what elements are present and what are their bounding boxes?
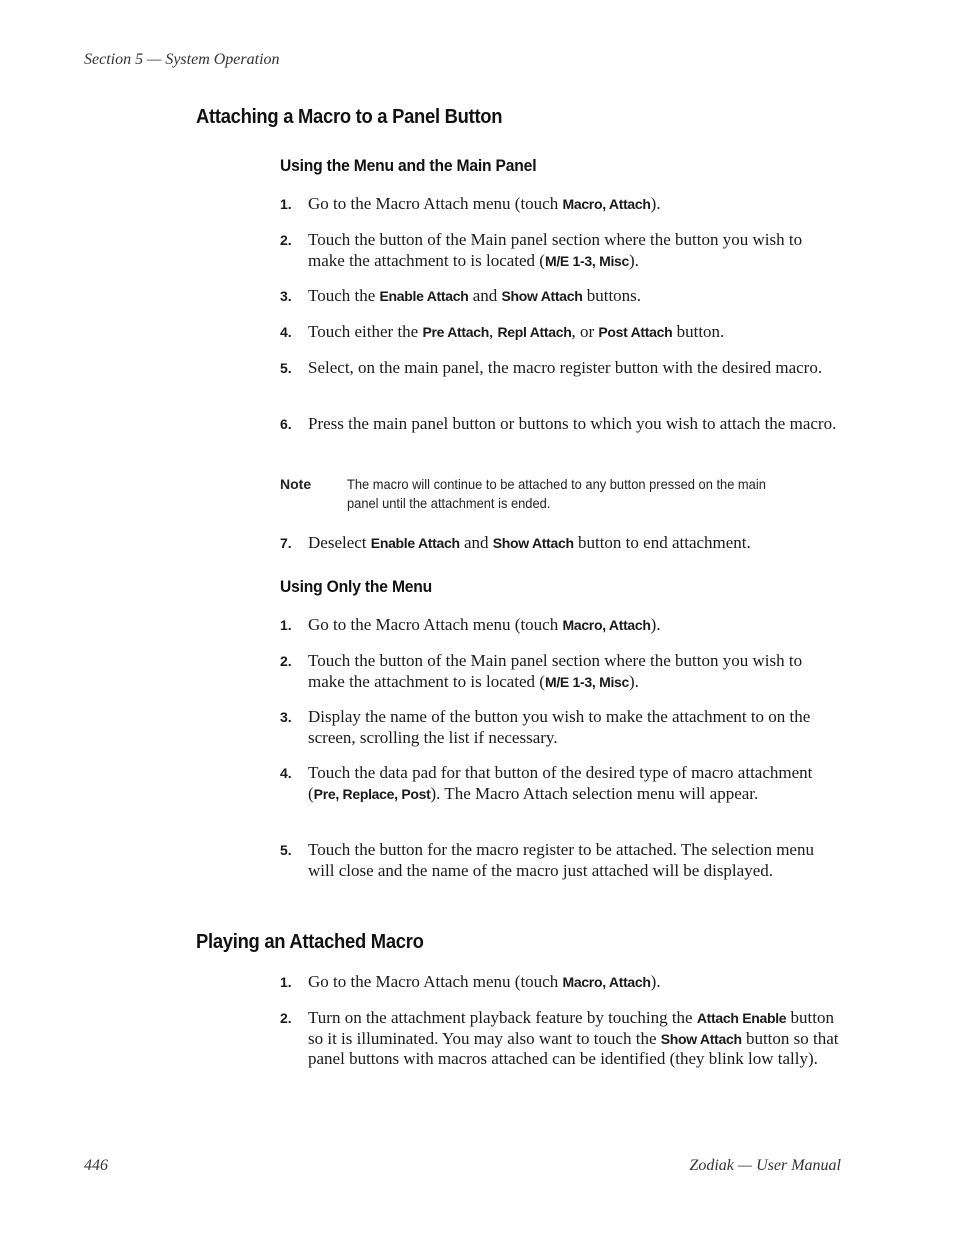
- step-number: 3.: [280, 288, 292, 304]
- step-text: Turn on the attachment playback feature by touching the Attach Enable button so it is illuminated. You may also want to touch the Show Attach button so that panel buttons with macros attached can be identified (they blink low tally).: [308, 1008, 839, 1068]
- step-item: [280, 414, 842, 435]
- step-number: 2.: [280, 232, 292, 248]
- step-item: [280, 286, 842, 307]
- note-text: The macro will continue to be attached to any button pressed on the main panel until the attachment is ended.: [347, 476, 766, 511]
- step-number: 3.: [280, 709, 292, 725]
- ui-term: Post: [401, 785, 431, 802]
- step-item: [280, 358, 842, 379]
- ui-term: Show Attach: [492, 535, 574, 551]
- ui-term: Pre: [313, 785, 336, 802]
- ui-term: Macro: [562, 617, 603, 633]
- step-text: Go to the Macro Attach menu (touch Macro, Attach).: [308, 615, 661, 634]
- step-item: [280, 651, 842, 692]
- ui-term: Attach Enable: [696, 1010, 787, 1026]
- ui-term: Attach: [608, 617, 651, 633]
- ui-term: Attach: [608, 974, 651, 990]
- ui-term: M/E 1-3: [544, 673, 592, 690]
- step-text: Go to the Macro Attach menu (touch Macro, Attach).: [308, 972, 661, 991]
- ui-term: M/E 1-3: [544, 252, 592, 269]
- step-number: 1.: [280, 196, 292, 212]
- step-text: Touch the button of the Main panel section where the button you wish to make the attachment to is located (M/E 1-3, Misc).: [308, 230, 803, 270]
- step-number: 6.: [280, 416, 292, 432]
- ui-term: Enable Attach: [370, 535, 460, 551]
- step-text: Display the name of the button you wish to make the attachment to on the screen, scrolling the list if necessary.: [308, 707, 811, 747]
- ui-term: Replace: [342, 785, 395, 802]
- step-item: [280, 840, 842, 881]
- ui-term: Misc: [599, 252, 630, 269]
- step-item: [280, 533, 842, 554]
- step-text: Go to the Macro Attach menu (touch Macro, Attach).: [308, 194, 661, 213]
- step-text: Touch the button for the macro register to be attached. The selection menu will close and the name of the macro just attached will be displayed.: [308, 840, 814, 880]
- section-heading: Playing an Attached Macro: [196, 931, 424, 953]
- ui-term: Macro: [562, 974, 603, 990]
- page-number: 446: [84, 1157, 108, 1174]
- step-item: [280, 1008, 842, 1070]
- step-number: 2.: [280, 653, 292, 669]
- step-text: Touch the data pad for that button of the desired type of macro attachment (Pre, Replace, Post). The Macro Attach selection menu will appear.: [308, 763, 813, 803]
- step-number: 2.: [280, 1010, 292, 1026]
- step-text: Press the main panel button or buttons to which you wish to attach the macro.: [308, 414, 837, 433]
- step-text: Touch either the Pre Attach, Repl Attach, or Post Attach button.: [308, 322, 725, 341]
- step-number: 7.: [280, 535, 292, 551]
- step-item: [280, 972, 842, 993]
- step-text: Select, on the main panel, the macro register button with the desired macro.: [308, 358, 823, 377]
- ui-term: Misc: [599, 673, 630, 690]
- subsection-heading: Using the Menu and the Main Panel: [280, 156, 537, 175]
- step-item: [280, 194, 842, 215]
- section-heading: Attaching a Macro to a Panel Button: [196, 106, 503, 128]
- step-item: [280, 763, 842, 804]
- subsection-heading: Using Only the Menu: [280, 577, 433, 596]
- step-item: [280, 322, 842, 343]
- step-number: 4.: [280, 324, 292, 340]
- step-text: Deselect Enable Attach and Show Attach button to end attachment.: [308, 533, 751, 552]
- step-number: 4.: [280, 765, 292, 781]
- step-number: 5.: [280, 360, 292, 376]
- ui-term: Attach: [608, 196, 651, 212]
- step-number: 1.: [280, 617, 292, 633]
- ui-term: Pre Attach: [422, 324, 489, 340]
- running-header: Section 5 — System Operation: [84, 51, 280, 68]
- step-text: Touch the Enable Attach and Show Attach buttons.: [308, 286, 642, 305]
- step-item: [280, 707, 842, 748]
- ui-term: Enable Attach: [379, 288, 469, 304]
- note-label: Note: [280, 476, 312, 492]
- step-text: Touch the button of the Main panel section where the button you wish to make the attachment to is located (M/E 1-3, Misc).: [308, 651, 803, 691]
- ui-term: Macro: [562, 196, 603, 212]
- ui-term: Show Attach: [660, 1030, 742, 1047]
- step-item: [280, 230, 842, 271]
- ui-term: Show Attach: [501, 288, 583, 304]
- ui-term: Post Attach: [598, 324, 673, 340]
- step-item: [280, 615, 842, 636]
- ui-term: Repl Attach: [497, 324, 572, 340]
- manual-title: Zodiak — User Manual: [689, 1157, 841, 1174]
- note-block: [280, 475, 840, 513]
- step-number: 5.: [280, 842, 292, 858]
- step-number: 1.: [280, 974, 292, 990]
